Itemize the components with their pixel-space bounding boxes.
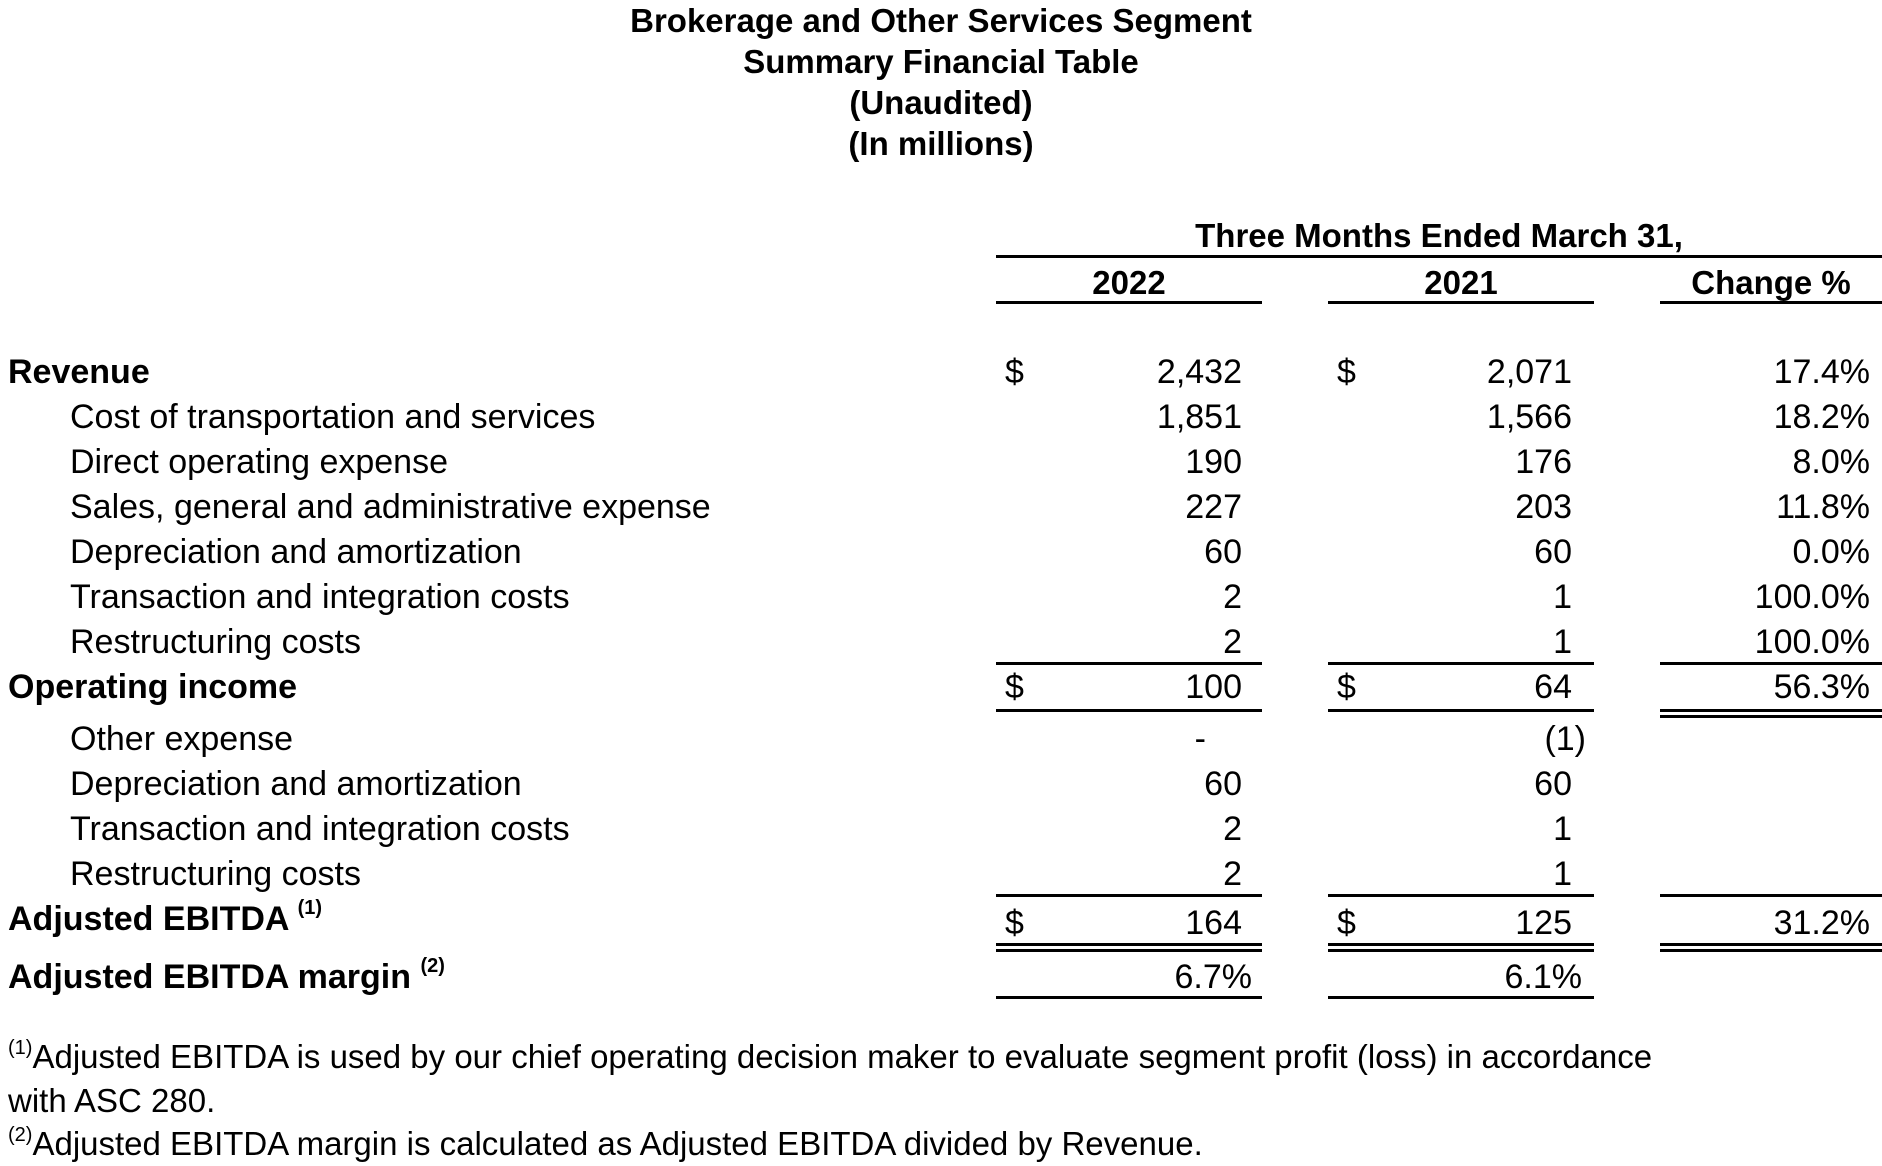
table-row-operating-income	[0, 665, 1882, 709]
margin-rule	[996, 996, 1262, 999]
double-rule-top	[1660, 943, 1882, 946]
value-2022: 227	[1185, 488, 1242, 526]
double-rule-bottom	[996, 949, 1262, 952]
value-change: 100.0%	[1754, 623, 1870, 661]
title-line-4: (In millions)	[848, 125, 1034, 162]
value-2021: 64	[1534, 668, 1572, 706]
value-2022: 6.7%	[1174, 958, 1252, 996]
value-2021: 60	[1534, 765, 1572, 803]
column-header-change: Change %	[1691, 264, 1851, 301]
footnote-1	[8, 1035, 1868, 1123]
period-header-rule	[996, 255, 1882, 258]
margin-rule	[1328, 996, 1594, 999]
value-2021: 2,071	[1486, 353, 1572, 391]
value-2021: 6.1%	[1504, 958, 1582, 996]
value-2022: 2	[1223, 623, 1242, 661]
table-row-other-expense	[0, 717, 1882, 761]
title-line-1: Brokerage and Other Services Segment	[630, 2, 1252, 39]
value-2021: 1	[1553, 623, 1572, 661]
double-rule-bottom	[1660, 949, 1882, 952]
value-2021: 203	[1515, 488, 1572, 526]
label-text: Adjusted EBITDA	[8, 900, 289, 938]
footnote-text: Adjusted EBITDA margin is calculated as Adjusted EBITDA divided by Revenue.	[32, 1125, 1203, 1162]
row-label	[8, 897, 322, 941]
row-label: Transaction and integration costs	[70, 810, 570, 848]
total-rule	[1328, 709, 1594, 712]
column-header-2021: 2021	[1424, 264, 1498, 301]
column-rule-2022	[996, 301, 1262, 304]
column-header-2022: 2022	[1092, 264, 1166, 301]
footnote-marker: (1)	[8, 1037, 33, 1059]
column-rule-change	[1660, 301, 1882, 304]
value-2022: 60	[1204, 765, 1242, 803]
double-rule-top	[996, 943, 1262, 946]
currency-symbol: $	[1337, 353, 1356, 391]
value-2022: 190	[1185, 443, 1242, 481]
row-label: Revenue	[8, 353, 150, 391]
value-change: 8.0%	[1792, 443, 1870, 481]
table-row-restructuring-2	[0, 852, 1882, 896]
table-row-transaction-costs-2	[0, 807, 1882, 851]
value-change: 56.3%	[1773, 668, 1870, 706]
value-2022: 2,432	[1156, 353, 1242, 391]
title-line-2: Summary Financial Table	[743, 43, 1139, 80]
row-label: Depreciation and amortization	[70, 533, 522, 571]
title-line-3: (Unaudited)	[849, 84, 1033, 121]
label-text: Adjusted EBITDA margin	[8, 958, 411, 996]
currency-symbol: $	[1005, 353, 1024, 391]
value-2021: 1	[1553, 578, 1572, 616]
footnote-text: with ASC 280.	[8, 1082, 216, 1119]
currency-symbol: $	[1005, 668, 1024, 706]
row-label: Direct operating expense	[70, 443, 449, 481]
currency-symbol: $	[1337, 668, 1356, 706]
value-2021: 1	[1553, 855, 1572, 893]
table-row-depreciation-2	[0, 762, 1882, 806]
row-label: Restructuring costs	[70, 623, 361, 661]
table-row-sga	[0, 485, 1882, 529]
table-row-adjusted-ebitda-margin	[0, 955, 1882, 999]
value-2022: 164	[1185, 904, 1242, 942]
total-rule	[996, 709, 1262, 712]
row-label: Restructuring costs	[70, 855, 361, 893]
double-rule-top	[1660, 709, 1882, 712]
value-2021: (1)	[1544, 720, 1586, 758]
table-row-adjusted-ebitda	[0, 897, 1882, 941]
table-row-direct-operating-expense	[0, 440, 1882, 484]
column-rule-2021	[1328, 301, 1594, 304]
value-2022: 60	[1204, 533, 1242, 571]
table-row-depreciation	[0, 530, 1882, 574]
value-2021: 1	[1553, 810, 1572, 848]
table-row-transaction-costs	[0, 575, 1882, 619]
value-2021: 176	[1515, 443, 1572, 481]
double-rule-bottom	[1328, 949, 1594, 952]
row-label: Transaction and integration costs	[70, 578, 570, 616]
value-2022: 2	[1223, 578, 1242, 616]
row-label	[8, 955, 445, 999]
row-label: Sales, general and administrative expense	[70, 488, 711, 526]
currency-symbol: $	[1005, 904, 1024, 942]
value-change: 31.2%	[1773, 904, 1870, 942]
table-title	[0, 0, 1882, 164]
value-change: 18.2%	[1773, 398, 1870, 436]
row-label: Cost of transportation and services	[70, 398, 596, 436]
value-2022: -	[1194, 720, 1206, 758]
value-change: 0.0%	[1792, 533, 1870, 571]
value-2021: 60	[1534, 533, 1572, 571]
footnote-ref: (2)	[420, 955, 445, 977]
row-label: Depreciation and amortization	[70, 765, 522, 803]
table-row-restructuring	[0, 620, 1882, 664]
value-change: 17.4%	[1773, 353, 1870, 391]
value-change: 100.0%	[1754, 578, 1870, 616]
period-header: Three Months Ended March 31,	[1195, 217, 1683, 254]
value-2022: 1,851	[1156, 398, 1242, 436]
value-2022: 2	[1223, 810, 1242, 848]
table-row-cost-of-transportation	[0, 395, 1882, 439]
value-2022: 2	[1223, 855, 1242, 893]
footnote-ref: (1)	[297, 897, 323, 919]
footnote-text: Adjusted EBITDA is used by our chief operating decision maker to evaluate segment profit (loss) in accordance	[32, 1038, 1653, 1075]
value-2021: 1,566	[1486, 398, 1572, 436]
value-2021: 125	[1515, 904, 1572, 942]
value-2022: 100	[1185, 668, 1242, 706]
row-label: Other expense	[70, 720, 294, 758]
value-change: 11.8%	[1776, 488, 1870, 526]
footnote-2	[8, 1122, 1868, 1166]
row-label: Operating income	[8, 668, 298, 706]
double-rule-top	[1328, 943, 1594, 946]
table-row-revenue	[0, 350, 1882, 394]
currency-symbol: $	[1337, 904, 1356, 942]
footnote-marker: (2)	[8, 1124, 33, 1146]
